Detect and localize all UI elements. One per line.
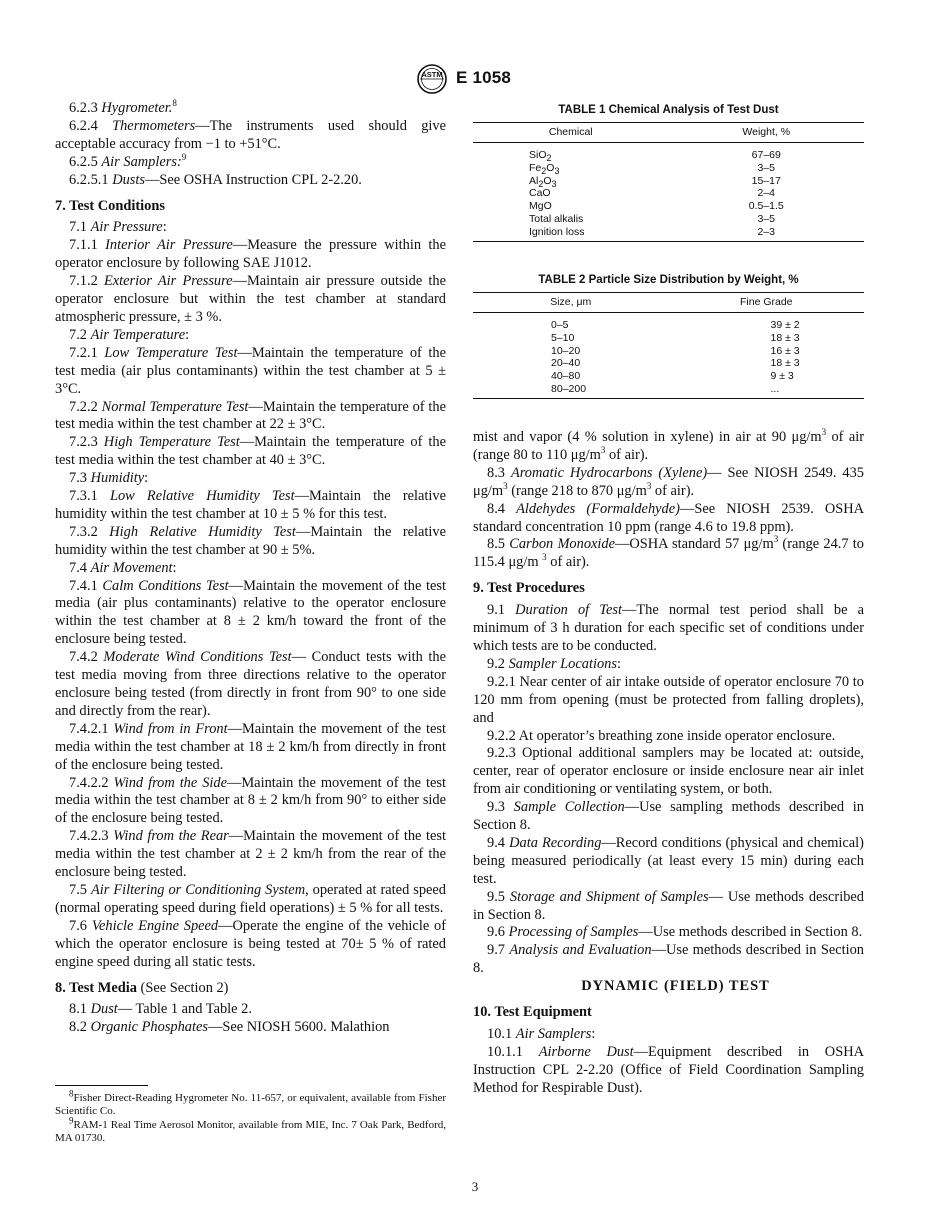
para-6-2-3: 6.2.3 Hygrometer.$^8$ [69, 98, 177, 116]
table-2-header-size: Size, μm [473, 293, 669, 313]
para-8-3: 8.3 Aromatic Hydrocarbons (Xylene)— See NIOSH 2549. 435 $\mu g/m^3$ (range 218 to 870 $\mu g/m^3$ of air). [473, 464, 864, 499]
para-6-2-5-1: 6.2.5.1 Dusts—See OSHA Instruction CPL 2-2.20. [69, 171, 362, 188]
footnote-rule [55, 1085, 148, 1086]
para-7-4: 7.4 Air Movement: [69, 559, 177, 576]
para-7-4-2: 7.4.2 Moderate Wind Conditions Test— Conduct tests with the test media moving from three directions relative to the operator enclosure being tested (from directly in front from 90° to one side and directly from the rear). [55, 649, 446, 719]
para-7-5: 7.5 Air Filtering or Conditioning System, operated at rated speed (normal operating speed during field operations) ± 5 % for all tests. [55, 881, 446, 916]
para-7-1-2: 7.1.2 Exterior Air Pressure—Maintain air pressure outside the operator enclosure but within the test chamber at standard atmospheric pressure, ± 3 %. [55, 273, 447, 325]
right-column [473, 429, 864, 1098]
footnotes [55, 1085, 446, 1146]
para-9-7: 9.7 Analysis and Evaluation—Use methods described in Section 8. [473, 942, 864, 977]
table-1 [473, 104, 864, 242]
table-row: 20–40 18 ± 3 [551, 357, 800, 370]
para-7-1: 7.1 Air Pressure: [69, 219, 167, 236]
table-row: 10–20 16 ± 3 [551, 344, 800, 357]
table-2 [473, 274, 864, 399]
para-9-2-3: 9.2.3 Optional additional samplers may be located at: outside, center, rear of operator enclosure or inside enclosure near air inlet from air conditioning or ventilating system, or both. [473, 745, 864, 798]
para-9-5: 9.5 Storage and Shipment of Samples— Use methods described in Section 8. [473, 888, 864, 923]
table-row: $Fe_2O_3$ 3–5 [529, 161, 776, 176]
para-7-3-2: 7.3.2 High Relative Humidity Test—Maintain the relative humidity within the test chamber at 90 ± 5%. [55, 523, 446, 558]
para-9-2-1: 9.2.1 Near center of air intake outside of operator enclosure 70 to 120 mm from opening (must be protected from falling droplets), and [473, 673, 864, 726]
table-row: 80–200 ... [551, 382, 780, 395]
dynamic-test-heading: DYNAMIC (FIELD) TEST [581, 978, 770, 995]
footnote-8: $^8$Fisher Direct-Reading Hygrometer No. 11-657, or equivalent, available from Fisher Scientific Co. [55, 1088, 446, 1118]
para-7-1-1: 7.1.1 Interior Air Pressure—Measure the pressure within the operator enclosure by following SAE J1012. [55, 237, 446, 272]
table-row: SiO$_2$ 67–69 [529, 149, 781, 164]
table-1-header-weight: Weight, % [669, 123, 865, 143]
para-9-3: 9.3 Sample Collection—Use sampling methods described in Section 8. [473, 799, 864, 834]
para-7-4-1: 7.4.1 Calm Conditions Test—Maintain the movement of the test media (air plus contaminants) relative to the operator enclosure within the test chamber at 8 ± 2 km/h toward the front of the enclosure being tested. [55, 577, 446, 648]
table-row: $Al_2O_3$ 15–17 [529, 174, 781, 189]
table-row: 5–10 18 ± 3 [551, 331, 800, 344]
table-1-header-chemical: Chemical [473, 123, 669, 143]
para-7-2-3: 7.2.3 High Temperature Test—Maintain the temperature of the test media within the test chamber at 40 ± 3°C. [55, 434, 446, 469]
document-id: E 1058 [456, 68, 512, 87]
table-row: 40–80 9 ± 3 [551, 370, 794, 383]
para-7-4-2-2: 7.4.2.2 Wind from the Side—Maintain the movement of the test media within the test chamber at 8 ± 2 km/h from 90° to either side of the enclosure being tested. [55, 774, 446, 827]
table-row: CaO 2–4 [529, 187, 776, 200]
para-10-1-1: 10.1.1 Airborne Dust—Equipment described in OSHA Instruction CPL 2-2.20 (Office of Field Coordination Sampling Method for Respirable Dust). [473, 1043, 864, 1096]
table-row: Ignition loss 2–3 [529, 225, 776, 238]
para-7-4-2-3: 7.4.2.3 Wind from the Rear—Maintain the movement of the test media within the test chamber at 2 ± 2 km/h from the rear of the enclosure being tested. [55, 828, 446, 881]
para-7-3-1: 7.3.1 Low Relative Humidity Test—Maintain the relative humidity within the test chamber at 10 ± 5 % for this test. [55, 488, 446, 522]
astm-logo-icon [415, 62, 449, 96]
page-header [0, 62, 950, 96]
table-2-header-grade: Fine Grade [669, 293, 865, 313]
para-8-2: 8.2 Organic Phosphates—See NIOSH 5600. Malathion [69, 1019, 390, 1036]
para-9-6: 9.6 Processing of Samples—Use methods described in Section 8. [487, 924, 863, 941]
para-9-2: 9.2 Sampler Locations: [487, 655, 621, 672]
para-7-2-1: 7.2.1 Low Temperature Test—Maintain the temperature of the test media (air plus contaminants) within the test chamber at 5 ± 3°C. [55, 344, 446, 397]
section-10-heading: 10. Test Equipment [473, 1004, 592, 1021]
table-row: 0–5 39 ± 2 [551, 319, 800, 331]
left-column [55, 100, 446, 1037]
table-row: MgO 0.5–1.5 [529, 200, 784, 213]
table-1-title: TABLE 1 Chemical Analysis of Test Dust [558, 104, 779, 116]
table-2-title: TABLE 2 Particle Size Distribution by Weight, % [538, 274, 799, 286]
para-9-2-2: 9.2.2 At operator’s breathing zone inside operator enclosure. [487, 727, 836, 744]
table-row: Total alkalis 3–5 [529, 212, 776, 225]
section-7-heading: 7. Test Conditions [55, 197, 165, 214]
page-number: 3 [471, 1179, 479, 1194]
para-7-2-2: 7.2.2 Normal Temperature Test—Maintain the temperature of the test media within the test chamber at 22 ± 3°C. [55, 398, 446, 433]
para-10-1: 10.1 Air Samplers: [487, 1026, 596, 1042]
para-7-4-2-1: 7.4.2.1 Wind from in Front—Maintain the movement of the test media within the test chamber at 18 ± 2 km/h from directly in front of the enclosure being tested. [55, 720, 447, 773]
para-6-2-5: 6.2.5 Air Samplers:$^9$ [69, 151, 187, 170]
para-7-2: 7.2 Air Temperature: [69, 326, 190, 343]
section-9-heading: 9. Test Procedures [473, 580, 585, 597]
para-7-6: 7.6 Vehicle Engine Speed—Operate the engine of the vehicle of which the operator enclosure is being tested at 70± 5 % of rated engine speed during all static tests. [55, 917, 447, 970]
para-9-4: 9.4 Data Recording—Record conditions (physical and chemical) being measured periodically (at least every 15 min) during each test. [473, 834, 864, 887]
logo-text: ASTM [421, 70, 443, 79]
para-8-1: 8.1 Dust— Table 1 and Table 2. [69, 1001, 252, 1018]
section-8-heading: 8. Test Media (See Section 2) [55, 979, 229, 996]
para-6-2-4: 6.2.4 Thermometers—The instruments used should give acceptable accuracy from −1 to +51°C. [55, 117, 446, 152]
para-9-1: 9.1 Duration of Test—The normal test period shall be a minimum of 3 h duration for each specific set of conditions under which tests are to be conducted. [473, 602, 864, 654]
para-8-5: 8.5 Carbon Monoxide—OSHA standard 57 $\mu g/m^3$ (range 24.7 to 115.4 μg/m $^3$ of air). [473, 534, 864, 571]
para-8-4: 8.4 Aldehydes (Formaldehyde)—See NIOSH 2539. OSHA standard concentration 10 ppm (range 4.6 to 19.8 ppm). [473, 500, 865, 535]
para-7-3: 7.3 Humidity: [69, 470, 149, 487]
footnote-9: $^9$RAM-1 Real Time Aerosol Monitor, available from MIE, Inc. 7 Oak Park, Bedford, MA 01730. [55, 1115, 446, 1145]
para-8-2-continued: mist and vapor (4 % solution in xylene) in air at 90 $\mu g/m^3$ of air (range 80 to 110 $\mu g/m^3$ of air). [473, 427, 864, 463]
